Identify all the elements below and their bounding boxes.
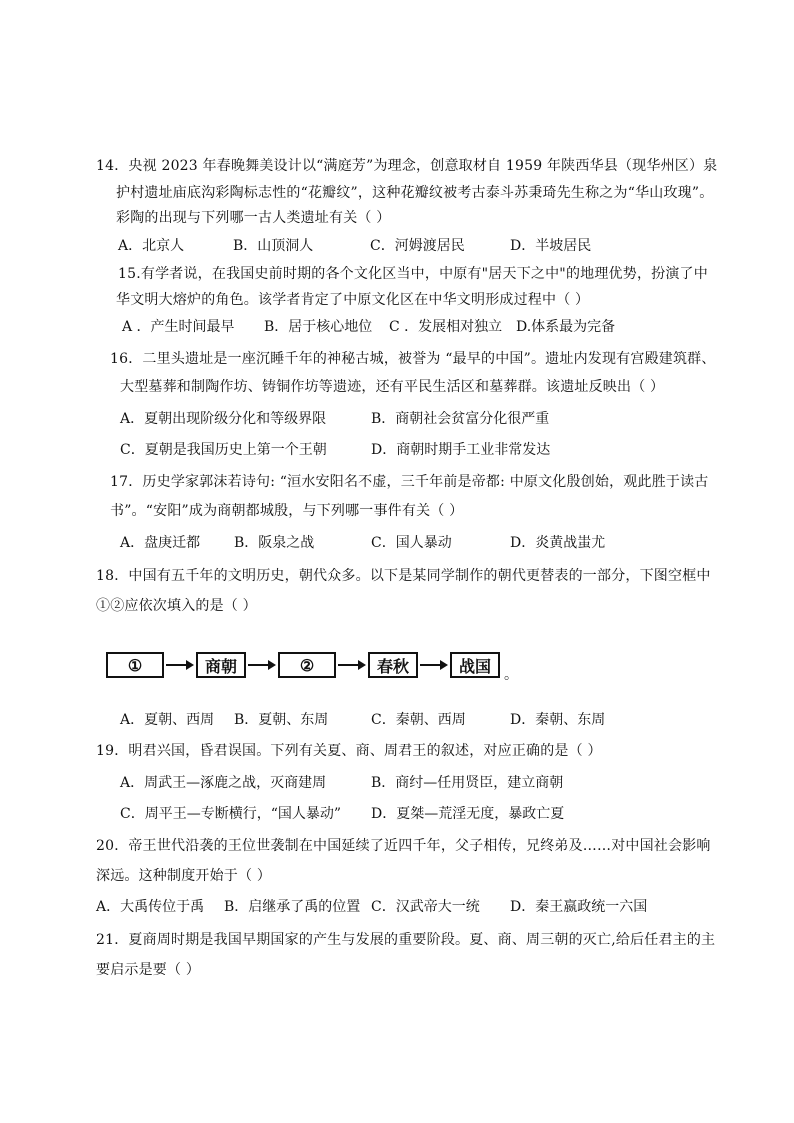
dynasty-flow-diagram bbox=[106, 649, 500, 681]
flow-box-zhanguo: 战国 bbox=[450, 652, 500, 678]
q16-line2: 大型墓葬和制陶作坊、铸铜作坊等遗迹，还有平民生活区和墓葬群。该遗址反映出（ ） bbox=[120, 379, 665, 395]
q17-option-d: D．炎黄战蚩尤 bbox=[510, 535, 606, 551]
q15-option-c: C ．发展相对独立 bbox=[389, 319, 503, 335]
arrow-right-icon bbox=[246, 652, 278, 678]
q16-option-a: A．夏朝出现阶级分化和等级界限 bbox=[120, 411, 327, 427]
flow-box-blank-2: ② bbox=[278, 652, 336, 678]
q17-line2: 书”。“安阳”成为商朝都城殷，与下列哪一事件有关（ ） bbox=[110, 503, 464, 519]
arrow-right-icon bbox=[418, 652, 450, 678]
q16-option-c: C．夏朝是我国历史上第一个王朝 bbox=[120, 442, 327, 458]
q19-option-c: C．周平王—专断横行，“国人暴动” bbox=[120, 806, 342, 822]
flow-box-shang: 商朝 bbox=[196, 652, 246, 678]
q18-option-d: D．秦朝、东周 bbox=[510, 712, 606, 728]
q20-option-c: C．汉武帝大一统 bbox=[371, 899, 480, 915]
flow-box-blank-1: ① bbox=[106, 652, 164, 678]
q14-line1: 14．央视 2023 年春晚舞美设计以“满庭芳”为理念，创意取材自 1959 年陕西华县（现华州区）泉 bbox=[96, 158, 718, 174]
q17-option-c: C．国人暴动 bbox=[371, 535, 452, 551]
q14-option-d: D．半坡居民 bbox=[510, 238, 592, 254]
q17-option-b: B．阪泉之战 bbox=[234, 535, 315, 551]
q20-option-d: D．秦王嬴政统一六国 bbox=[510, 899, 648, 915]
q20-option-b: B．启继承了禹的位置 bbox=[224, 899, 361, 915]
q20-line2: 深远。这种制度开始于（ ） bbox=[96, 868, 272, 884]
q15-option-d: D.体系最为完备 bbox=[516, 319, 616, 335]
q14-line3: 彩陶的出现与下列哪一古人类遗址有关（ ） bbox=[116, 210, 391, 226]
q15-line1: 15.有学者说，在我国史前时期的各个文化区当中，中原有"居天下之中"的地理优势，扮演了中 bbox=[118, 266, 708, 282]
q21-line1: 21．夏商周时期是我国早期国家的产生与发展的重要阶段。夏、商、周三朝的灭亡,给后任君主的主 bbox=[96, 932, 716, 948]
q18-option-a: A．夏朝、西周 bbox=[120, 712, 215, 728]
q14-option-a: A．北京人 bbox=[118, 238, 185, 254]
q20-line1: 20．帝王世代沿袭的王位世袭制在中国延续了近四千年，父子相传，兄终弟及……对中国社会影响 bbox=[96, 838, 711, 854]
q15-line2: 华文明大熔炉的角色。该学者肯定了中原文化区在中华文明形成过程中（ ） bbox=[116, 292, 590, 308]
q15-option-a: A ．产生时间最早 bbox=[122, 319, 235, 335]
q17-line1: 17．历史学家郭沫若诗句: “洹水安阳名不虚，三千年前是帝都: 中原文化殷创始，观此胜于读古 bbox=[110, 474, 709, 490]
q19-line1: 19．明君兴国，昏君误国。下列有关夏、商、周君王的叙述，对应正确的是（ ） bbox=[96, 743, 602, 759]
q16-option-d: D．商朝时期手工业非常发达 bbox=[371, 442, 551, 458]
q18-line1: 18．中国有五千年的文明历史，朝代众多。以下是某同学制作的朝代更替表的一部分，下图空框中 bbox=[96, 568, 711, 584]
arrow-right-icon bbox=[164, 652, 196, 678]
flow-trailing-mark: 。 bbox=[504, 667, 518, 683]
arrow-right-icon bbox=[336, 652, 368, 678]
q17-option-a: A．盘庚迁都 bbox=[120, 535, 201, 551]
q14-option-c: C．河姆渡居民 bbox=[370, 238, 465, 254]
q19-option-a: A．周武王—涿鹿之战，灭商建周 bbox=[120, 775, 327, 791]
q19-option-d: D．夏桀—荒淫无度，暴政亡夏 bbox=[371, 806, 565, 822]
flow-box-chunqiu: 春秋 bbox=[368, 652, 418, 678]
q18-option-c: C．秦朝、西周 bbox=[371, 712, 466, 728]
q14-option-b: B．山顶洞人 bbox=[233, 238, 314, 254]
q15-option-b: B．居于核心地位 bbox=[264, 319, 373, 335]
q16-line1: 16．二里头遗址是一座沉睡千年的神秘古城，被誉为 “最早的中国”。遗址内发现有宫殿建筑群、 bbox=[110, 351, 716, 367]
q18-option-b: B．夏朝、东周 bbox=[234, 712, 329, 728]
q19-option-b: B．商纣—任用贤臣，建立商朝 bbox=[371, 775, 564, 791]
q16-option-b: B．商朝社会贫富分化很严重 bbox=[371, 411, 550, 427]
q14-line2: 护村遗址庙底沟彩陶标志性的“花瓣纹”，这种花瓣纹被考古泰斗苏秉琦先生称之为“华山玫瑰”。 bbox=[116, 185, 714, 201]
q18-line2: ①②应依次填入的是（ ） bbox=[96, 598, 257, 614]
q20-option-a: A．大禹传位于禹 bbox=[96, 899, 205, 915]
q21-line2: 要启示是要（ ） bbox=[96, 962, 201, 978]
